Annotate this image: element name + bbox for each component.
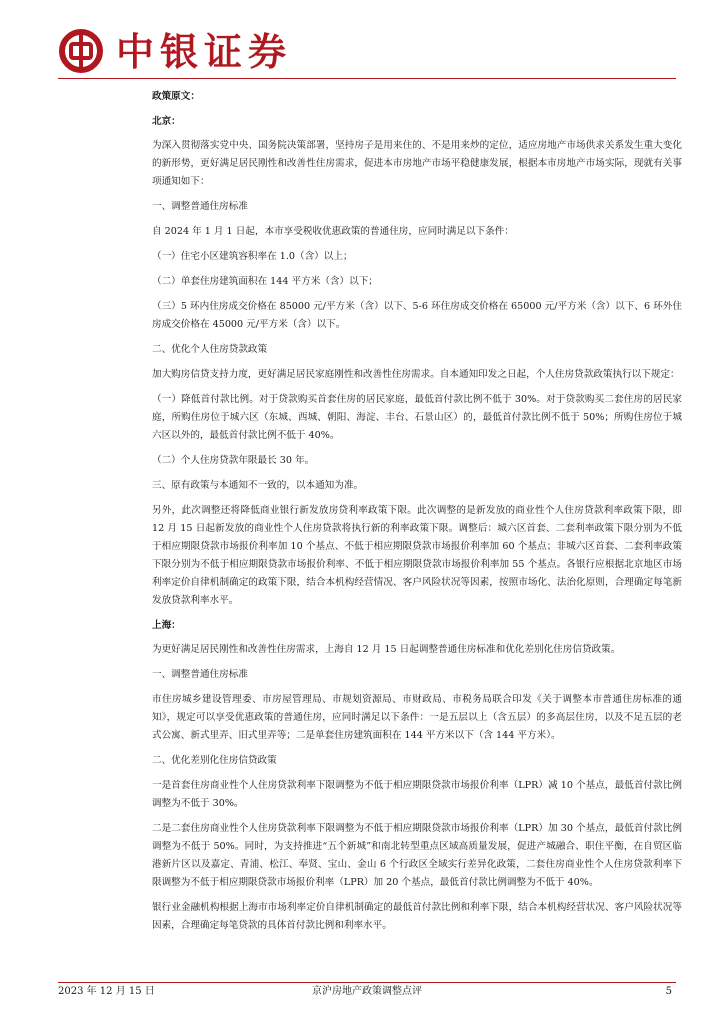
city-heading: 北京： <box>152 116 181 127</box>
footer-report-title: 京沪房地产政策调整点评 <box>312 986 422 997</box>
body-paragraph: 另外，此次调整还将降低商业银行新发放房贷利率政策下限。此次调整的是新发放的商业性个人住房贷款利率政策下限，即 12 月 15 日起新发放的商业性个人住房贷款将执行新的利率政策下限。调整后：城六区首套、二套利率政策下限分别为不低于相应期限贷款市场报价利率加 10 个基点、不低于相应期限贷款市场报价利率加 60 个基点；非城六区首套、二套利率政策下限分别为不低于相应期限贷款市场报价利率、不低于相应期限贷款市场报价利率加 55 个基点。各银行应根据北京地区市场利率定价自律机制确定的政策下限，结合本机构经营情况、客户风险状况等因素，按照市场化、法治化原则，合理确定每笔新发放贷款利率水平。 <box>152 505 682 606</box>
header-divider <box>58 78 676 79</box>
body-paragraph: （二）单套住房建筑面积在 144 平方米（含）以下； <box>152 276 378 287</box>
document-body <box>152 88 682 942</box>
body-paragraph: 为深入贯彻落实党中央、国务院决策部署，坚持房子是用来住的、不是用来炒的定位，适应房地产市场供求关系发生重大变化的新形势，更好满足居民刚性和改善性住房需求，促进本市房地产市场平稳健康发展，根据本市房地产市场实际，现就有关事项通知如下： <box>152 140 682 187</box>
body-paragraph: 一、调整普通住房标准 <box>152 669 248 680</box>
footer-date: 2023 年 12 月 15 日 <box>58 986 155 997</box>
page-number: 5 <box>665 986 672 997</box>
body-paragraph: 银行业金融机构根据上海市市场利率定价自律机制确定的最低首付款比例和利率下限，结合本机构经营状况、客户风险状况等因素，合理确定每笔贷款的具体首付款比例和利率水平。 <box>152 902 682 931</box>
city-heading: 上海： <box>152 620 181 631</box>
body-paragraph: 自 2024 年 1 月 1 日起，本市享受税收优惠政策的普通住房，应同时满足以下条件： <box>152 226 514 237</box>
body-paragraph: （三）5 环内住房成交价格在 85000 元/平方米（含）以下、5-6 环住房成交价格在 65000 元/平方米（含）以下、6 环外住房成交价格在 45000 元/平方米（含）以下。 <box>152 301 682 330</box>
body-paragraph: 加大购房信贷支持力度，更好满足居民家庭刚性和改善性住房需求。自本通知印发之日起，个人住房贷款政策执行以下规定： <box>152 369 680 380</box>
body-paragraph: 为更好满足居民刚性和改善性住房需求，上海自 12 月 15 日起调整普通住房标准和优化差别化住房信贷政策。 <box>152 644 621 655</box>
body-paragraph: 一、调整普通住房标准 <box>152 201 248 212</box>
body-paragraph: 一是首套住房商业性个人住房贷款利率下限调整为不低于相应期限贷款市场报价利率（LPR）减 10 个基点，最低首付款比例调整为不低于 30%。 <box>152 780 682 809</box>
body-paragraph: （一）降低首付款比例。对于贷款购买首套住房的居民家庭，最低首付款比例不低于 30%。对于贷款购买二套住房的居民家庭，所购住房位于城六区（东城、西城、朝阳、海淀、丰台、石景山区）的，最低首付款比例不低于 50%；所购住房位于城六区以外的，最低首付款比例不低于 40%。 <box>152 394 682 441</box>
body-paragraph: 二是二套住房商业性个人住房贷款利率下限调整为不低于相应期限贷款市场报价利率（LPR）加 30 个基点，最低首付款比例调整为不低于 50%。同时，为支持推进“五个新城”和南北转型重点区域高质量发展，促进产城融合、职住平衡，在自贸区临港新片区以及嘉定、青浦、松江、奉贤、宝山、金山 6 个行政区全域实行差异化政策，二套住房商业性个人住房贷款利率下限调整为不低于相应期限贷款市场报价利率（LPR）加 20 个基点，最低首付款比例调整为不低于 40%。 <box>152 823 682 888</box>
body-paragraph: （一）住宅小区建筑容积率在 1.0（含）以上； <box>152 251 353 262</box>
footer-divider <box>58 982 676 983</box>
body-paragraph: 二、优化差别化住房信贷政策 <box>152 755 277 766</box>
body-paragraph: 市住房城乡建设管理委、市房屋管理局、市规划资源局、市财政局、市税务局联合印发《关于调整本市普通住房标准的通知》，规定可以享受优惠政策的普通住房，应同时满足以下条件：一是五层以上（含五层）的多高层住房，以及不足五层的老式公寓、新式里弄、旧式里弄等；二是单套住房建筑面积在 144 平方米以下（含 144 平方米）。 <box>152 694 682 741</box>
body-paragraph: （二）个人住房贷款年限最长 30 年。 <box>152 455 315 466</box>
body-paragraph: 二、优化个人住房贷款政策 <box>152 344 268 355</box>
report-header <box>58 22 678 82</box>
section-heading: 政策原文： <box>152 91 200 102</box>
brand-name: 中银证券 <box>116 30 293 74</box>
body-paragraph: 三、原有政策与本通知不一致的，以本通知为准。 <box>152 480 364 491</box>
bank-of-china-logo-icon <box>58 28 104 74</box>
